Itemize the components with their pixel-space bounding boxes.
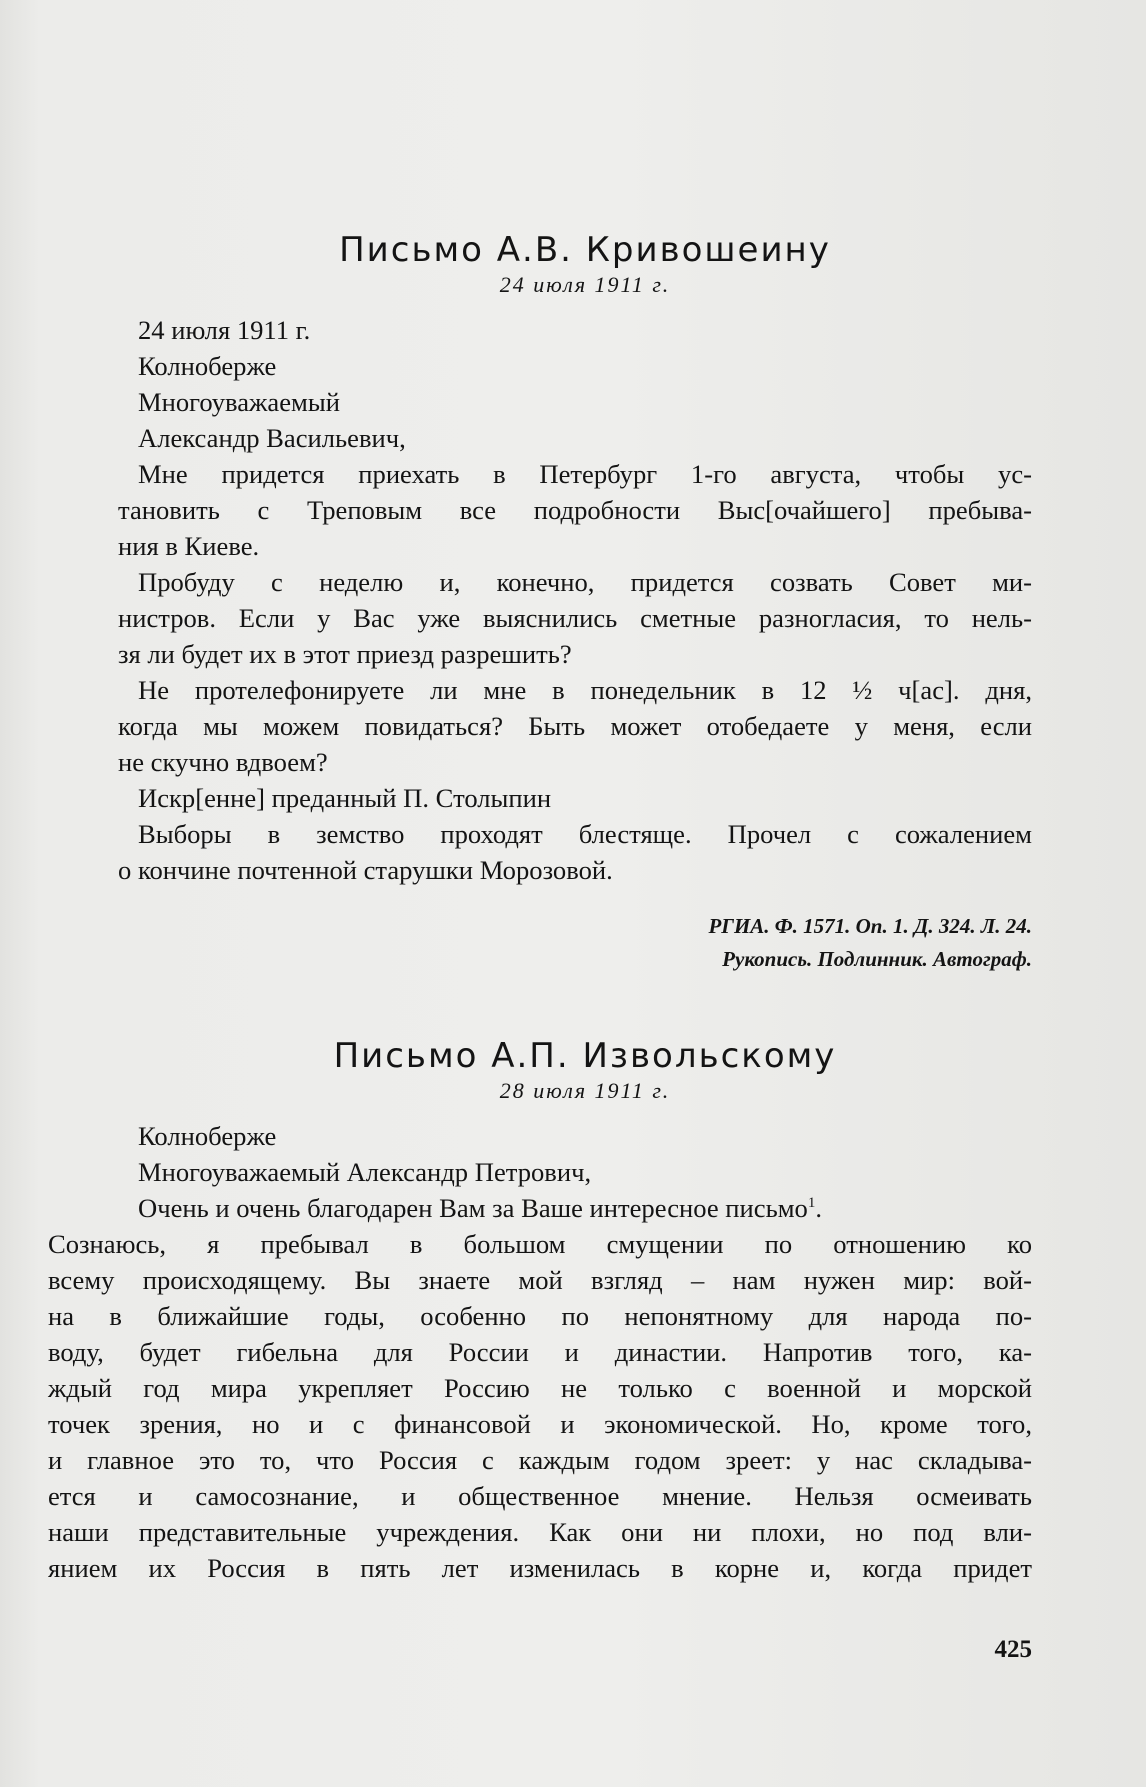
letter1-heading: Письмо А.В. Кривошеину	[339, 230, 831, 270]
letter2-line: янием их Россия в пять лет изменилась в корне и, когда придет	[48, 1553, 1032, 1583]
letter1-line: нистров. Если у Вас уже выяснились сметные разногласия, то нель-	[118, 603, 1032, 633]
letter2-line: воду, будет гибельна для России и династии. Напротив того, ка-	[48, 1337, 1032, 1367]
letter2-line: наши представительные учреждения. Как они ни плохи, но под вли-	[48, 1517, 1032, 1547]
letter1-line: Пробуду с неделю и, конечно, придется созвать Совет ми-	[138, 567, 1032, 597]
letter1-line: о кончине почтенной старушки Морозовой.	[118, 855, 613, 885]
letter1-source	[138, 910, 1032, 976]
letter2-line: всему происходящему. Вы знаете мой взгляд – нам нужен мир: вой-	[48, 1265, 1032, 1295]
page-content	[48, 130, 1032, 1586]
letter1-line: Колноберже	[138, 351, 277, 381]
letter1-line: Многоуважаемый	[138, 387, 340, 417]
letter1-line: Выборы в земство проходят блестяще. Прочел с сожалением	[138, 819, 1032, 849]
letter1-line: ния в Киеве.	[118, 531, 260, 561]
letter2-line: и главное это то, что Россия с каждым годом зреет: у нас складыва-	[48, 1445, 1032, 1475]
letter2-date: 28 июля 1911 г.	[499, 1078, 671, 1103]
letter1-line: Не протелефонируете ли мне в понедельник в 12 ½ ч[ас]. дня,	[138, 675, 1032, 705]
letter2-line: Многоуважаемый Александр Петрович,	[138, 1157, 592, 1187]
letter2-line: точек зрения, но и с финансовой и экономической. Но, кроме того,	[48, 1409, 1032, 1439]
footnote-suffix: .	[815, 1193, 822, 1223]
letter2-heading: Письмо А.П. Извольскому	[333, 1036, 837, 1076]
letter1-line: 24 июля 1911 г.	[138, 315, 311, 345]
letter1-line: Александр Васильевич,	[138, 423, 406, 453]
document-description: Рукопись. Подлинник. Автограф.	[722, 947, 1032, 971]
letter2-line-text: Очень и очень благодарен Вам за Ваше интересное письмо	[138, 1193, 808, 1223]
footnote-mark: 1	[807, 1195, 816, 1212]
letter1-line: тановить с Треповым все подробности Выс[очайшего] пребыва-	[118, 495, 1032, 525]
letter1-line: не скучно вдвоем?	[118, 747, 328, 777]
letter1-signature: Искр[енне] преданный П. Столыпин	[138, 783, 552, 813]
letter2-line: ется и самосознание, и общественное мнение. Нельзя осмеивать	[48, 1481, 1032, 1511]
letter2-body	[48, 1118, 1032, 1586]
letter2-line	[138, 1190, 1032, 1226]
letter1-body	[118, 312, 1032, 888]
letter2-line: ждый год мира укрепляет Россию не только с военной и морской	[48, 1373, 1032, 1403]
letter2-line: Колноберже	[138, 1121, 277, 1151]
letter2-line: Сознаюсь, я пребывал в большом смущении по отношению ко	[48, 1229, 1032, 1259]
letter1-line: когда мы можем повидаться? Быть может отобедаете у меня, если	[118, 711, 1032, 741]
letter1-date: 24 июля 1911 г.	[499, 272, 671, 297]
letter1-line: Мне придется приехать в Петербург 1-го августа, чтобы ус-	[138, 459, 1032, 489]
page-number: 425	[994, 1636, 1032, 1663]
letter1-line: зя ли будет их в этот приезд разрешить?	[118, 639, 572, 669]
archive-reference: РГИА. Ф. 1571. Оп. 1. Д. 324. Л. 24.	[708, 914, 1032, 938]
letter2-line: на в ближайшие годы, особенно по непонятному для народа по-	[48, 1301, 1032, 1331]
